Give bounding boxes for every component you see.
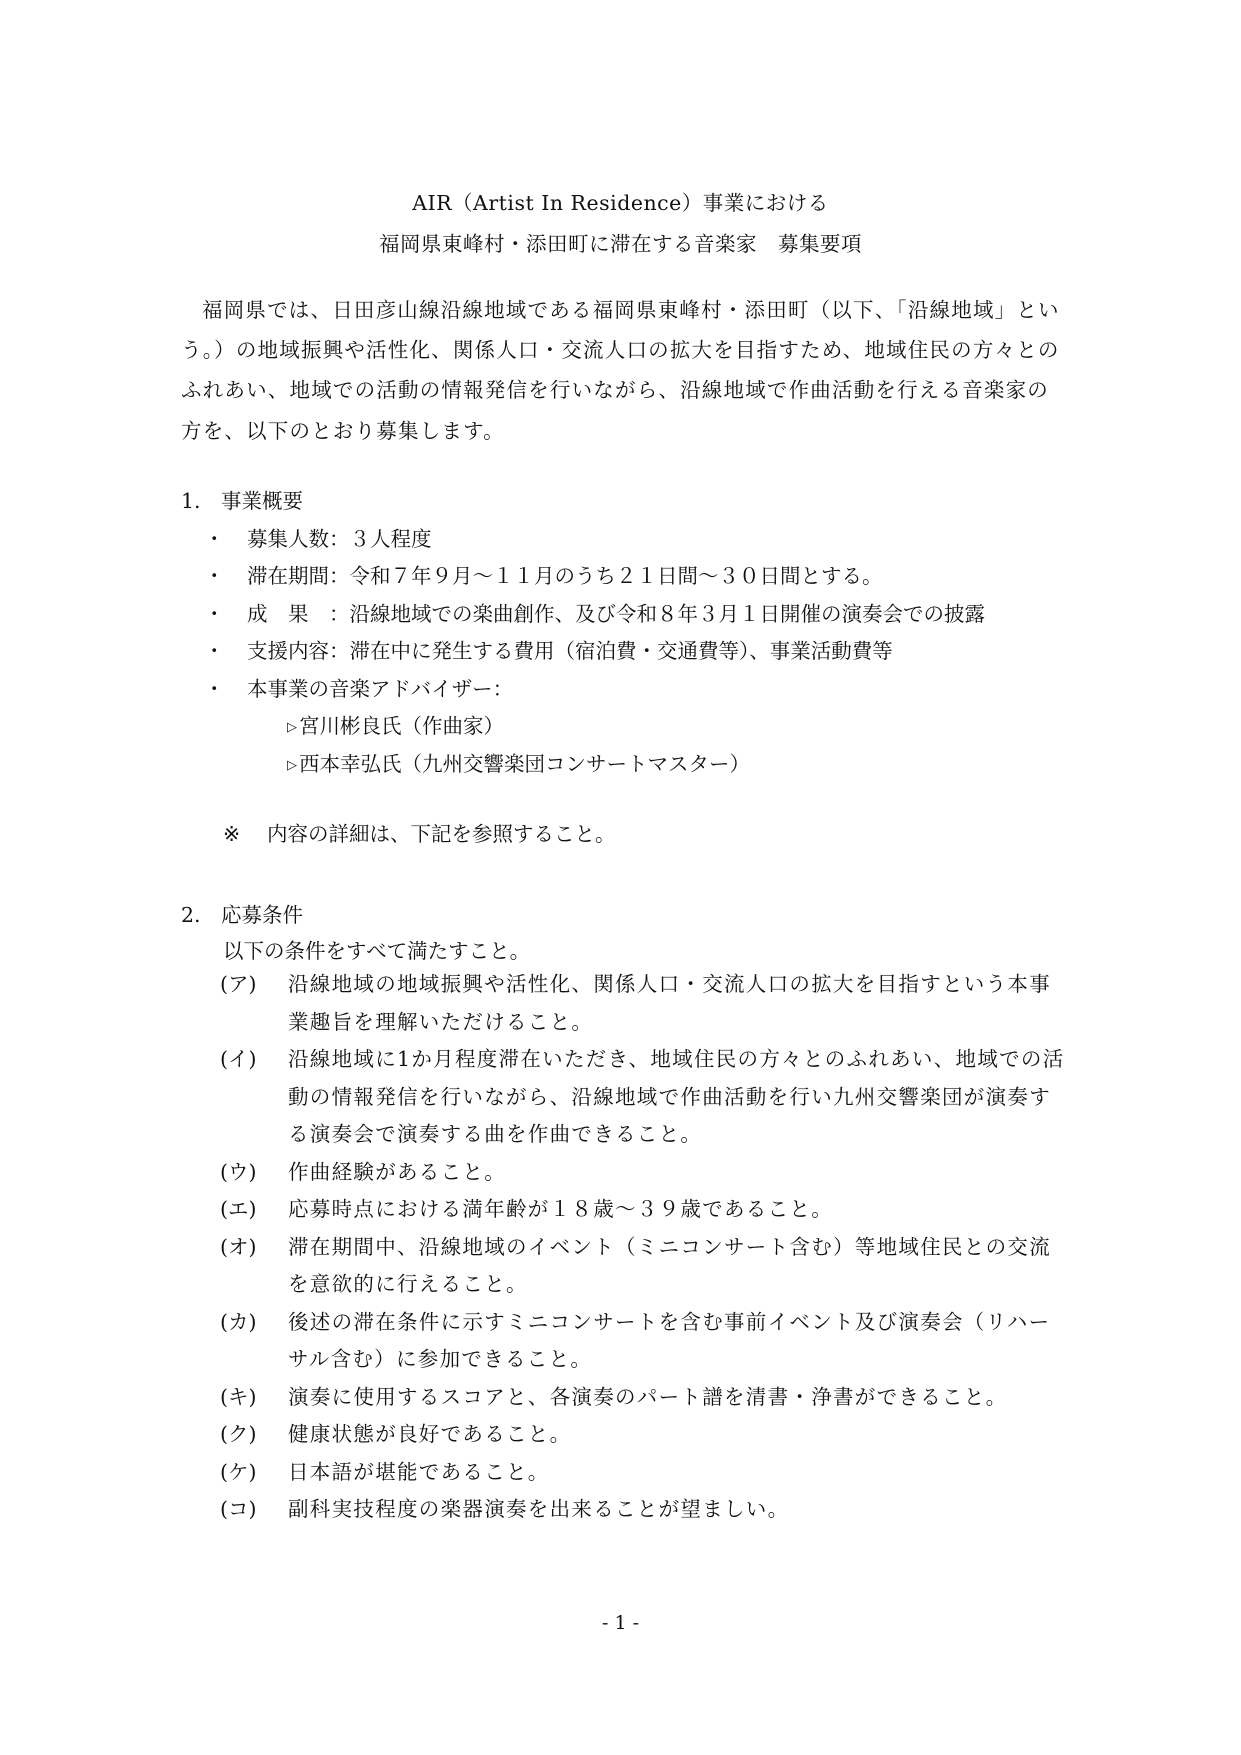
condition-item bbox=[220, 1416, 1065, 1454]
condition-item bbox=[220, 1191, 1065, 1229]
bullet-mark: ・ bbox=[204, 639, 225, 664]
condition-item bbox=[220, 1491, 1065, 1529]
section1-note bbox=[223, 817, 616, 847]
list-item bbox=[202, 633, 985, 670]
section2-title: 応募条件 bbox=[221, 903, 303, 927]
stay-period-text: 滞在期間：令和７年９月～１１月のうち２１日間～３０日間とする。 bbox=[247, 564, 883, 589]
advisor-name: 西本幸弘氏（九州交響楽団コンサートマスター） bbox=[299, 752, 750, 776]
condition-label: (カ) bbox=[220, 1309, 257, 1334]
reference-mark-icon: ※ bbox=[223, 822, 241, 846]
bullet-mark: ・ bbox=[204, 601, 225, 626]
condition-label: (コ) bbox=[220, 1497, 257, 1521]
advisor-item bbox=[287, 707, 750, 745]
bullet-mark: ・ bbox=[204, 676, 225, 701]
condition-label: (イ) bbox=[220, 1047, 257, 1071]
condition-text: 演奏に使用するスコアと、各演奏のパート譜を清書・浄書ができること。 bbox=[288, 1384, 1008, 1409]
document-title-line1: AIR（Artist In Residence）事業における bbox=[412, 191, 829, 215]
page-number: - 1 - bbox=[601, 1612, 639, 1634]
advisor-heading-text: 本事業の音楽アドバイザー： bbox=[247, 676, 514, 701]
note-text: 内容の詳細は、下記を参照すること。 bbox=[267, 822, 616, 846]
condition-item bbox=[220, 966, 1065, 1041]
section1-heading bbox=[181, 484, 303, 514]
condition-item bbox=[220, 1304, 1065, 1379]
condition-label: (キ) bbox=[220, 1384, 257, 1409]
condition-item bbox=[220, 1229, 1065, 1304]
advisor-item bbox=[287, 745, 750, 783]
condition-label: (ク) bbox=[220, 1422, 257, 1446]
section2-heading bbox=[181, 898, 303, 928]
recruit-count-text: 募集人数：３人程度 bbox=[247, 527, 432, 551]
condition-item bbox=[220, 1154, 1065, 1192]
support-text: 支援内容：滞在中に発生する費用（宿泊費・交通費等）、事業活動費等 bbox=[247, 639, 893, 664]
condition-text: 応募時点における満年齢が１８歳～３９歳であること。 bbox=[288, 1197, 833, 1221]
list-item bbox=[202, 558, 985, 595]
condition-text: 沿線地域に1か月程度滞在いただき、地域住民の方々とのふれあい、地域での活動の情報発信を行いながら、沿線地域で作曲活動を行い九州交響楽団が演奏する演奏会で演奏する曲を作曲できること。 bbox=[288, 1047, 1065, 1146]
section2-number: 2. bbox=[181, 903, 201, 927]
condition-text: 健康状態が良好であること。 bbox=[288, 1422, 572, 1446]
condition-item bbox=[220, 1379, 1065, 1417]
section1-title: 事業概要 bbox=[221, 489, 303, 513]
condition-item bbox=[220, 1454, 1065, 1492]
list-item bbox=[202, 596, 985, 633]
intro-paragraph: 福岡県では、日田彦山線沿線地域である福岡県東峰村・添田町（以下、「沿線地域」という。）の地域振興や活性化、関係人口・交流人口の拡大を目指すため、地域住民の方々とのふれあい、地域での活動の情報発信を行いながら、沿線地域で作曲活動を行える音楽家の方を、以下のとおり募集します。 bbox=[181, 298, 1060, 443]
results-text: 成 果 ：沿線地域での楽曲創作、及び令和８年３月１日開催の演奏会での披露 bbox=[247, 601, 985, 626]
condition-label: (オ) bbox=[220, 1234, 257, 1259]
condition-text: 副科実技程度の楽器演奏を出来ることが望ましい。 bbox=[288, 1497, 790, 1521]
condition-text: 作曲経験があること。 bbox=[288, 1159, 506, 1184]
condition-label: (エ) bbox=[220, 1197, 257, 1221]
condition-text: 日本語が堪能であること。 bbox=[288, 1459, 550, 1484]
triangle-right-icon: ▷ bbox=[287, 720, 297, 735]
advisor-list bbox=[287, 707, 750, 783]
bullet-mark: ・ bbox=[204, 527, 225, 551]
condition-label: (ケ) bbox=[220, 1459, 257, 1484]
advisor-name: 宮川彬良氏（作曲家） bbox=[299, 714, 504, 738]
condition-label: (ウ) bbox=[220, 1159, 257, 1184]
triangle-right-icon: ▷ bbox=[287, 758, 297, 773]
conditions-intro: 以下の条件をすべて満たすこと。 bbox=[223, 939, 531, 963]
condition-text: 後述の滞在条件に示すミニコンサートを含む事前イベント及び演奏会（リハーサル含む）に参加できること。 bbox=[288, 1309, 1051, 1371]
list-item bbox=[202, 521, 985, 558]
section1-number: 1. bbox=[181, 489, 201, 513]
condition-text: 滞在期間中、沿線地域のイベント（ミニコンサート含む）等地域住民との交流を意欲的に行えること。 bbox=[288, 1234, 1051, 1296]
bullet-mark: ・ bbox=[204, 564, 225, 589]
list-item bbox=[202, 671, 985, 708]
document-title-line2: 福岡県東峰村・添田町に滞在する音楽家 募集要項 bbox=[379, 232, 862, 256]
condition-item bbox=[220, 1041, 1065, 1154]
conditions-list bbox=[220, 966, 1065, 1529]
condition-label: (ア) bbox=[220, 972, 257, 996]
section1-list bbox=[202, 521, 985, 708]
condition-text: 沿線地域の地域振興や活性化、関係人口・交流人口の拡大を目指すという本事業趣旨を理解いただけること。 bbox=[288, 972, 1051, 1034]
